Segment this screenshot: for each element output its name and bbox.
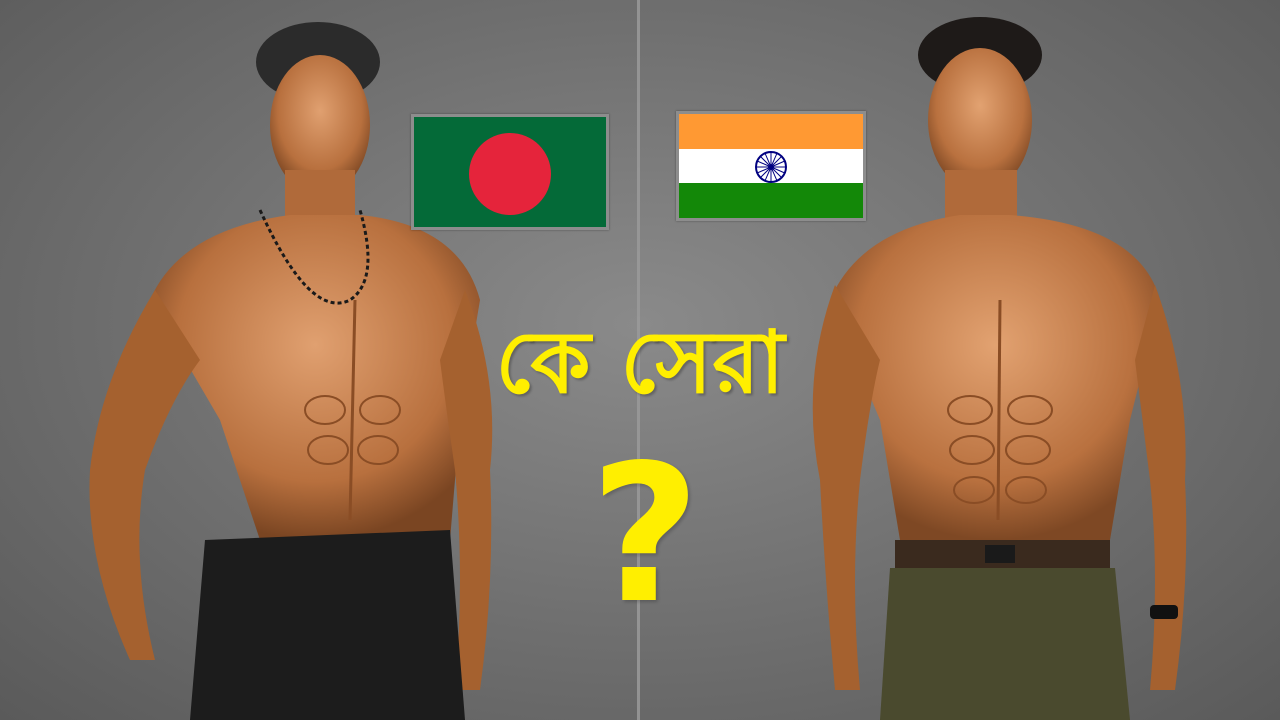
- flag-saffron-band: [679, 114, 863, 149]
- question-mark: ?: [590, 424, 701, 645]
- right-person-photo: [790, 0, 1230, 720]
- flag-white-band: [679, 149, 863, 184]
- left-person-photo: [60, 0, 520, 720]
- flag-green-band: [679, 183, 863, 218]
- india-flag: [676, 111, 866, 221]
- ashoka-chakra-icon: [753, 149, 789, 185]
- flag-red-disc: [469, 133, 551, 215]
- bangladesh-flag: [411, 114, 609, 230]
- headline-text: কে সেরা: [495, 313, 785, 413]
